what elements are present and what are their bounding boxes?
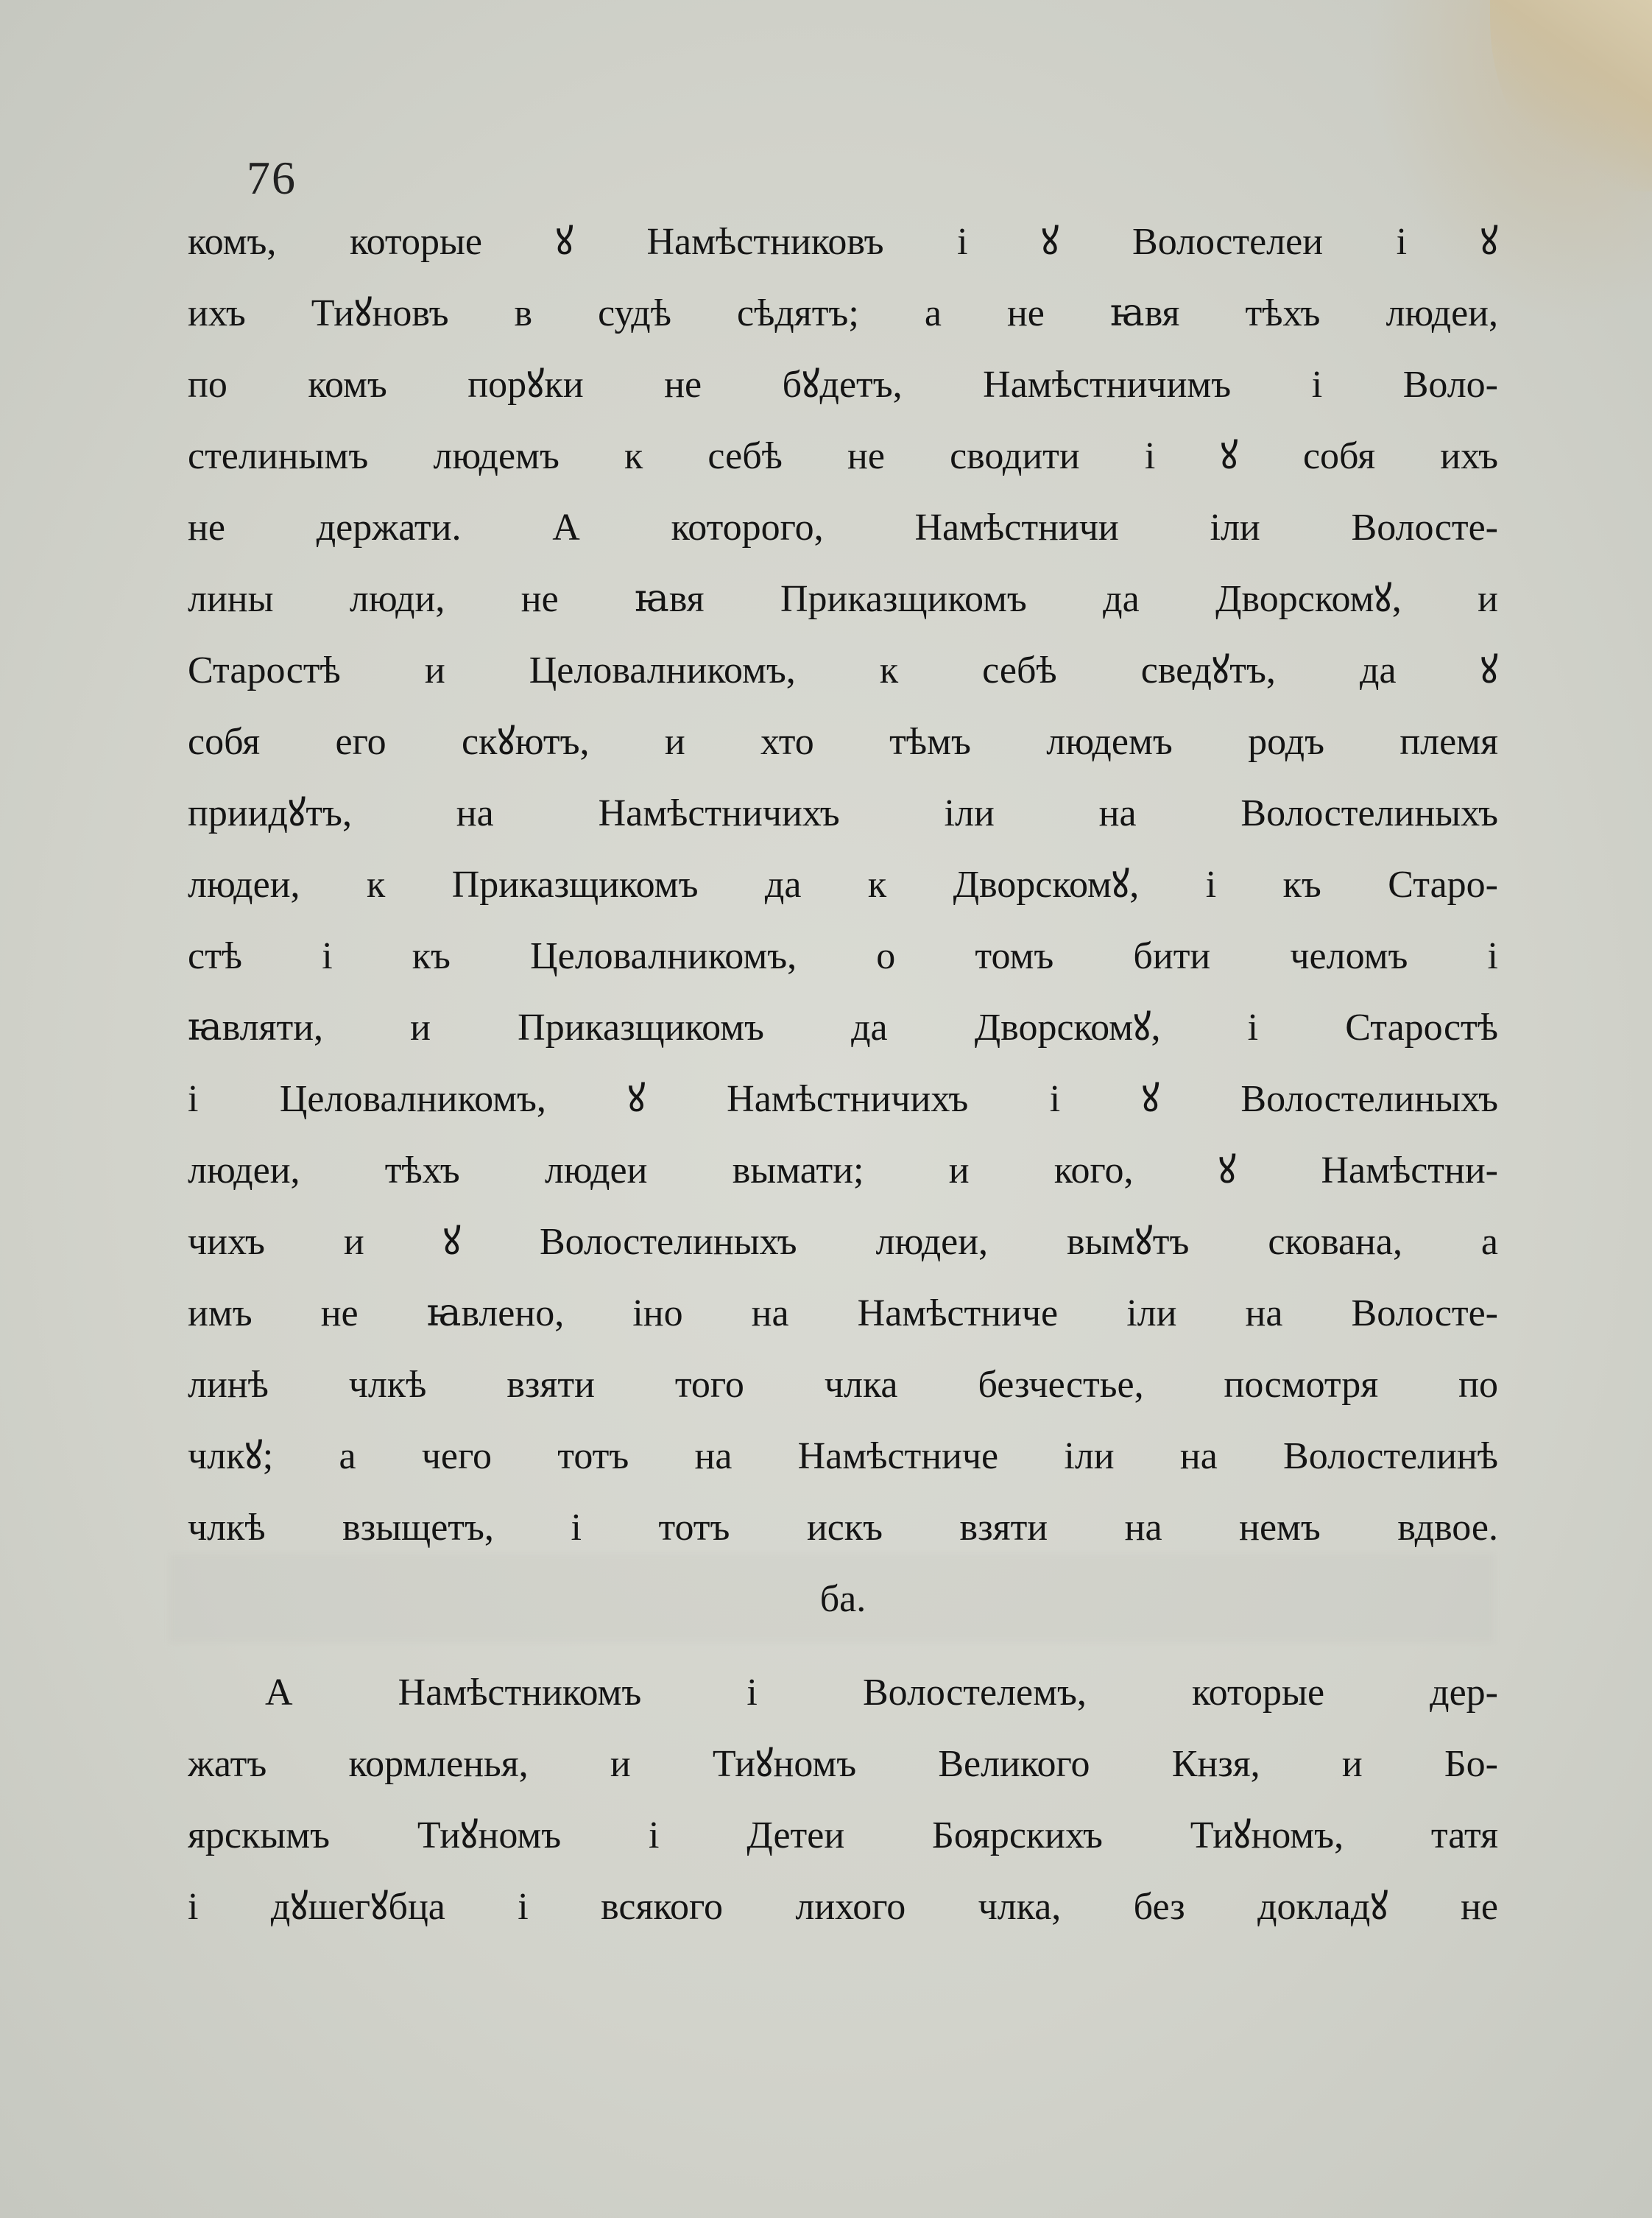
main-text: [188, 206, 1498, 1943]
text-line: людеи, тѣхъ людеи вымати; и кого, ꙋ Намѣстни-: [188, 1150, 1498, 1191]
text-line: людеи, к Приказщикомъ да к Дворскомꙋ, і къ Старо-: [188, 864, 1498, 906]
text-line: стѣ і къ Целовалникомъ, о томъ бити челомъ і: [188, 935, 1498, 977]
text-line: Старостѣ и Целовалникомъ, к себѣ сведꙋтъ, да ꙋ: [188, 649, 1498, 691]
text-line: линѣ члкѣ взяти того члка безчестье, посмотря по: [188, 1364, 1498, 1406]
text-line: і дꙋшегꙋбца і всякого лихого члка, без докладꙋ не: [188, 1886, 1498, 1928]
section-gap: [188, 1635, 1498, 1657]
text-line: собя его скꙋютъ, и хто тѣмъ людемъ родъ племя: [188, 721, 1498, 763]
text-line: приидꙋтъ, на Намѣстничихъ іли на Волостелиныхъ: [188, 792, 1498, 834]
text-line: ꙗвляти, и Приказщикомъ да Дворскомꙋ, і Старостѣ: [188, 1007, 1498, 1049]
text-line: имъ не ꙗвлено, іно на Намѣстниче іли на Волосте-: [188, 1292, 1498, 1334]
text-line: чихъ и ꙋ Волостелиныхъ людеи, вымꙋтъ скована, а: [188, 1221, 1498, 1263]
text-line: жатъ кормленья, и Тиꙋномъ Великого Кнзя, и Бо-: [188, 1743, 1498, 1785]
page-number: 76: [247, 152, 297, 204]
text-line: комъ, которые ꙋ Намѣстниковъ і ꙋ Волостелеи і ꙋ: [188, 221, 1498, 263]
worn-paper-corner: [1490, 0, 1652, 191]
text-line: і Целовалникомъ, ꙋ Намѣстничихъ і ꙋ Волостелиныхъ: [188, 1078, 1498, 1120]
text-line: не держати. А которого, Намѣстничи іли Волосте-: [188, 507, 1498, 549]
text-line: члкꙋ; а чего тотъ на Намѣстниче іли на Волостелинѣ: [188, 1435, 1498, 1477]
text-line: ихъ Тиꙋновъ в судѣ сѣдятъ; а не ꙗвя тѣхъ людеи,: [188, 292, 1498, 334]
text-line: по комъ порꙋки не бꙋдетъ, Намѣстничимъ і Воло-: [188, 364, 1498, 406]
paragraph-first-line: А Намѣстникомъ і Волостелемъ, которые дер-: [265, 1672, 1498, 1714]
text-line: лины люди, не ꙗвя Приказщикомъ да Дворскомꙋ, и: [188, 578, 1498, 620]
text-line: члкѣ взыщетъ, і тотъ искъ взяти на немъ вдвое.: [188, 1507, 1498, 1549]
text-line: ярскымъ Тиꙋномъ і Детеи Боярскихъ Тиꙋномъ, татя: [188, 1814, 1498, 1856]
text-line: стелинымъ людемъ к себѣ не сводити і ꙋ собя ихъ: [188, 435, 1498, 477]
section-number: ба.: [819, 1578, 866, 1620]
